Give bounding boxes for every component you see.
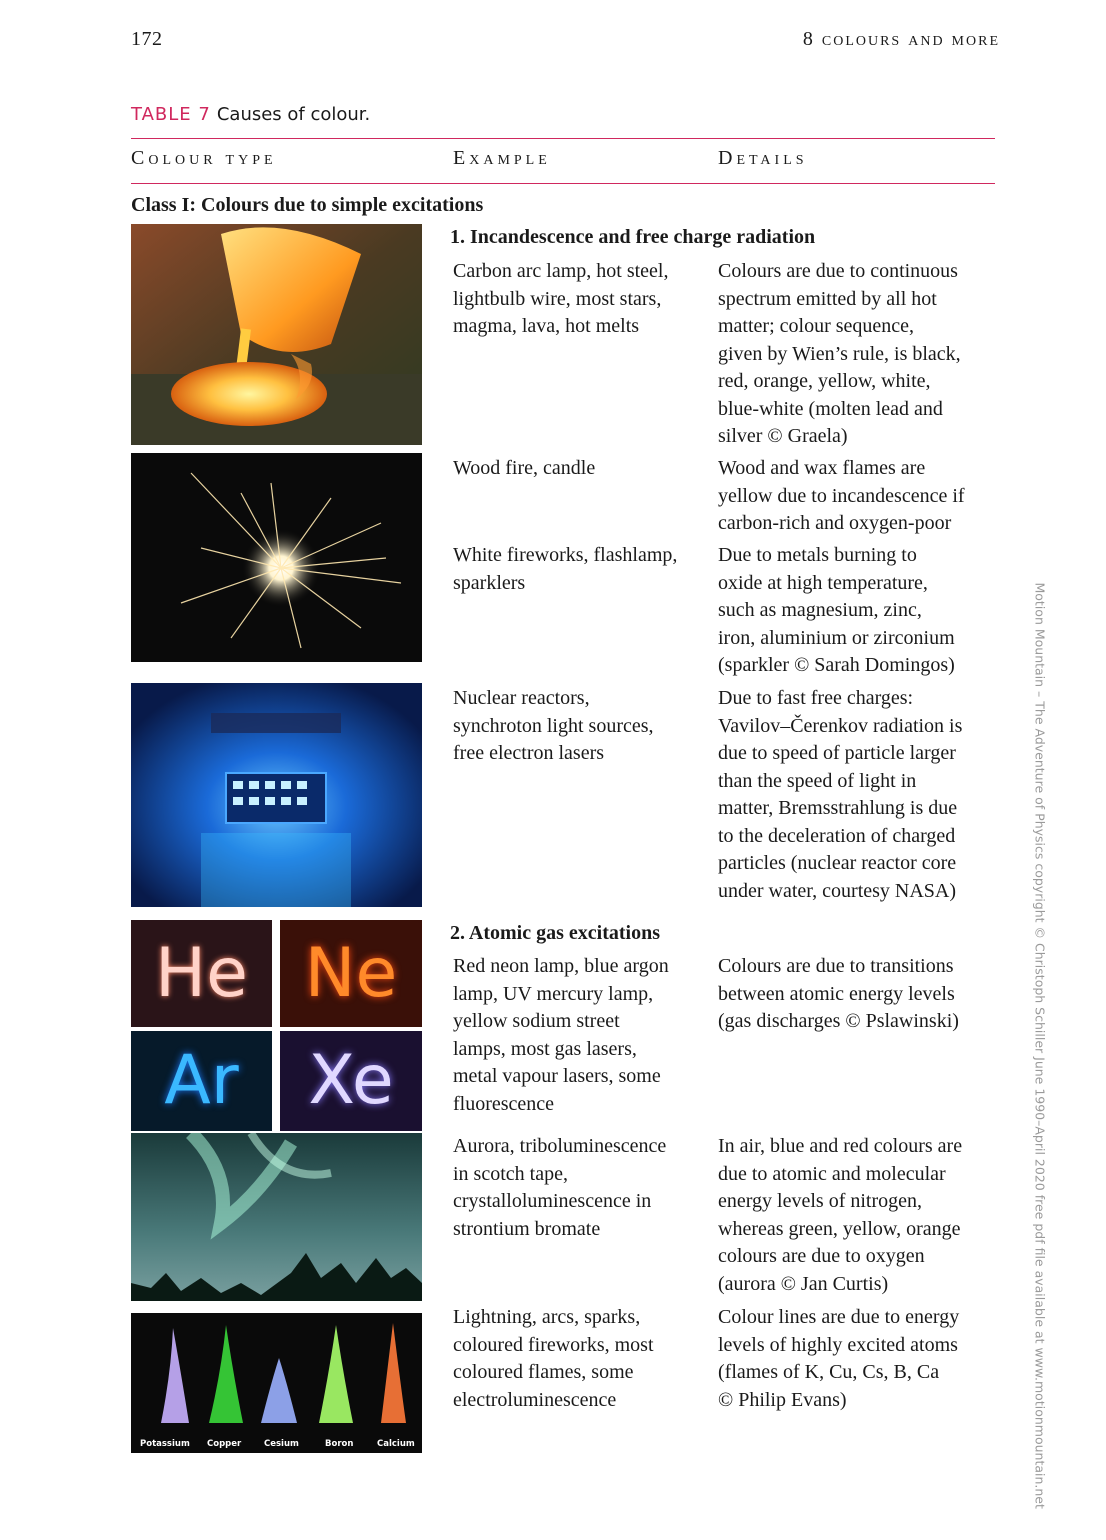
column-head-example: Example xyxy=(453,147,551,169)
table-caption xyxy=(131,104,370,125)
flame-label: Boron xyxy=(325,1439,354,1449)
sparkler-photo xyxy=(131,453,422,662)
class-title: Class I: Colours due to simple excitations xyxy=(131,194,484,216)
details-cell: Due to metals burning to oxide at high temperature, such as magnesium, zinc, iron, aluminium or zirconium (sparkler © Sarah Domingos) xyxy=(718,544,955,676)
details-cell: In air, blue and red colours are due to atomic and molecular energy levels of nitrogen, whereas green, yellow, orange colours are due to oxygen (aurora © Jan Curtis) xyxy=(718,1135,963,1295)
xenon-tube: Xe xyxy=(280,1031,422,1131)
example-cell: Aurora, triboluminescence in scotch tape, crystalloluminescence in strontium bromate xyxy=(453,1135,667,1240)
details-cell: Colours are due to continuous spectrum emitted by all hot matter; colour sequence, given by Wien’s rule, is black, red, orange, yellow, white, blue-white (molten lead and silver © Graela) xyxy=(718,260,961,447)
table-caption-text: Causes of colour. xyxy=(216,104,371,125)
section-title: 1. Incandescence and free charge radiation xyxy=(450,226,816,248)
flame-label: Potassium xyxy=(140,1439,190,1449)
page-number: 172 xyxy=(131,28,163,50)
header-rule xyxy=(131,183,995,184)
running-head: 8 colours and more xyxy=(802,28,1000,50)
details-cell: Colours are due to transitions between atomic energy levels (gas discharges © Pslawinski) xyxy=(718,955,959,1032)
column-head-details: Details xyxy=(718,147,808,169)
details-cell: Colour lines are due to energy levels of highly excited atoms (flames of K, Cu, Cs, B, Ca © Philip Evans) xyxy=(718,1306,960,1411)
neon-tube: Ne xyxy=(280,920,422,1027)
caption-rule xyxy=(131,138,995,139)
flame-label: Calcium xyxy=(377,1439,415,1449)
table-label: TABLE 7 xyxy=(131,104,211,125)
gas-discharge-tubes-photo xyxy=(131,920,422,1131)
column-head-colour-type: Colour type xyxy=(131,147,277,169)
details-cell: Wood and wax flames are yellow due to incandescence if carbon-rich and oxygen-poor xyxy=(718,457,965,534)
example-cell: Lightning, arcs, sparks, coloured fireworks, most coloured flames, some electroluminescence xyxy=(453,1306,654,1411)
nuclear-reactor-photo xyxy=(131,683,422,907)
aurora-photo xyxy=(131,1133,422,1301)
example-cell: Carbon arc lamp, hot steel, lightbulb wire, most stars, magma, lava, hot melts xyxy=(453,260,669,337)
flame-label: Copper xyxy=(207,1439,242,1449)
copyright-watermark: Motion Mountain – The Adventure of Physics copyright © Christoph Schiller June 1990–April 2020 free pdf file available at www.motionmountain.net xyxy=(1032,582,1048,1509)
argon-tube: Ar xyxy=(131,1031,272,1131)
coloured-flames-photo xyxy=(131,1313,422,1453)
example-cell: Red neon lamp, blue argon lamp, UV mercury lamp, yellow sodium street lamps, most gas lasers, metal vapour lasers, some fluorescence xyxy=(453,955,669,1115)
example-cell: Nuclear reactors, synchroton light sources, free electron lasers xyxy=(453,687,654,764)
example-cell: Wood fire, candle xyxy=(453,457,596,479)
details-cell: Due to fast free charges: Vavilov–Čerenkov radiation is due to speed of particle larger than the speed of light in matter, Bremsstrahlung is due to the deceleration of charged particles (nuclear reactor core under water, courtesy NASA) xyxy=(718,687,963,902)
flame-label: Cesium xyxy=(264,1439,299,1449)
helium-tube: He xyxy=(131,920,272,1027)
flame-labels xyxy=(131,1439,422,1453)
example-cell: White fireworks, flashlamp, sparklers xyxy=(453,544,678,594)
molten-metal-photo xyxy=(131,224,422,445)
section-title: 2. Atomic gas excitations xyxy=(450,922,660,944)
